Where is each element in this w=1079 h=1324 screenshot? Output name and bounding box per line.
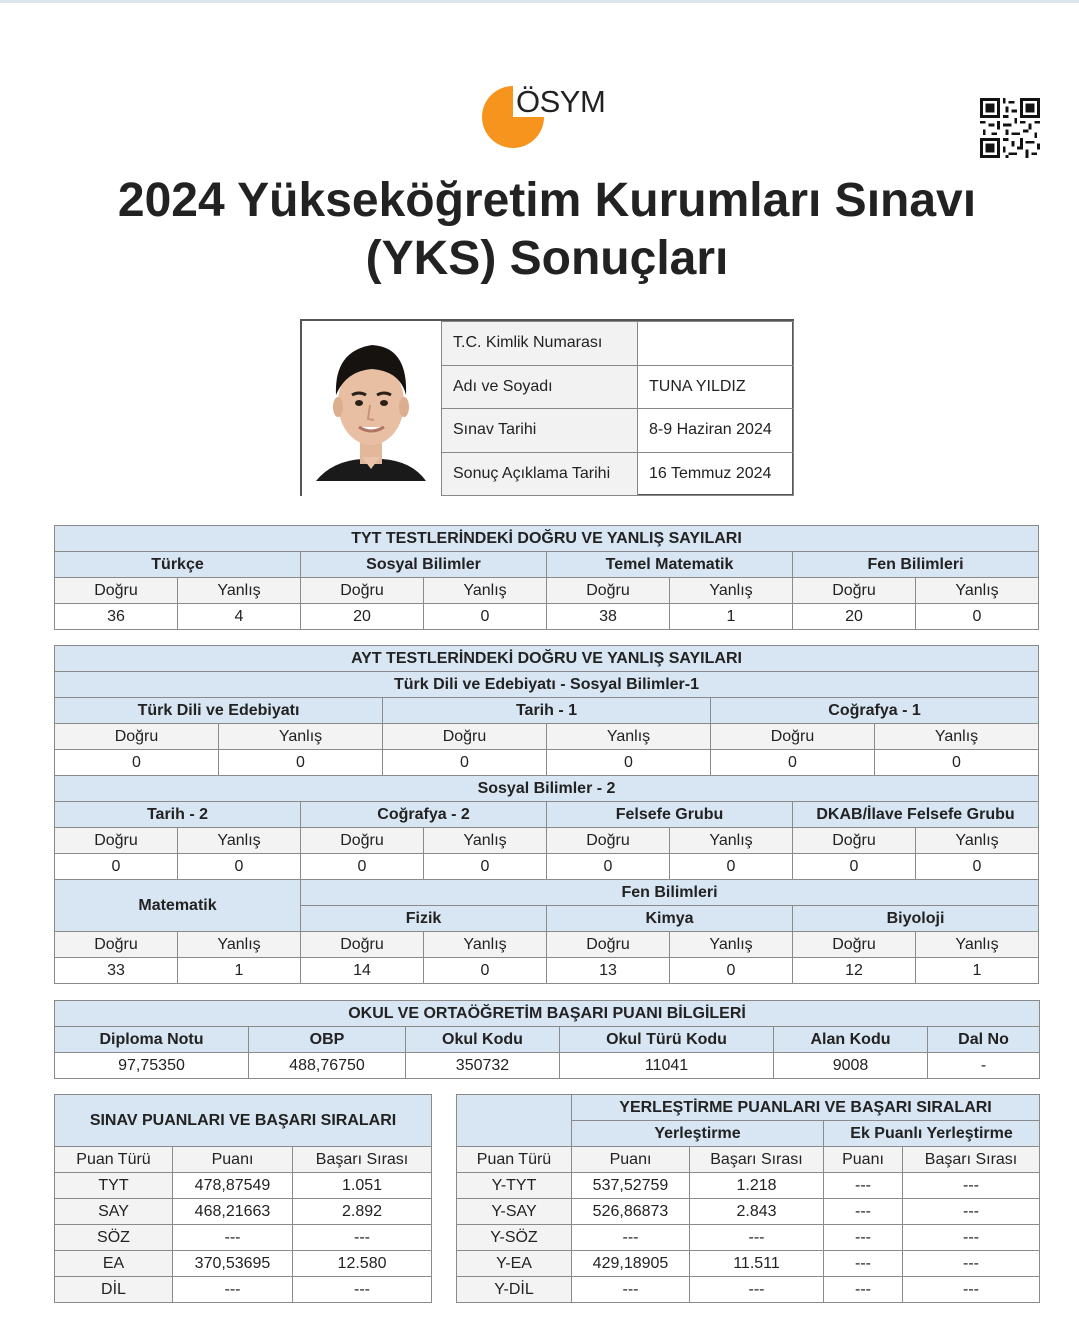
okul-turu-kodu-value: 11041: [560, 1053, 774, 1079]
tyt-subject: Fen Bilimleri: [793, 552, 1039, 578]
yanlis-label: Yanlış: [547, 724, 711, 750]
table-row: ---: [824, 1225, 903, 1251]
sinav-tarihi-label: Sınav Tarihi: [442, 409, 638, 453]
table-row: ---: [903, 1251, 1040, 1277]
tc-kimlik-label: T.C. Kimlik Numarası: [442, 322, 638, 366]
ayt-matematik-header: Matematik: [55, 880, 301, 932]
sonuc-tarihi-label: Sonuç Açıklama Tarihi: [442, 452, 638, 496]
ayt-felsefe-yanlis: 0: [670, 854, 793, 880]
table-row: Y-SAY: [457, 1199, 572, 1225]
dal-no-value: -: [928, 1053, 1040, 1079]
tyt-title: TYT TESTLERİNDEKİ DOĞRU VE YANLIŞ SAYILARI: [55, 526, 1039, 552]
ayt-table: [54, 645, 1039, 984]
sinav-puanlari-table: [54, 1094, 432, 1303]
table-row: SAY: [55, 1199, 173, 1225]
logo-text: ÖSYM: [516, 84, 606, 119]
ayt-matematik-dogru: 33: [55, 958, 178, 984]
ayt-cografya1-yanlis: 0: [875, 750, 1039, 776]
top-divider: [0, 0, 1079, 3]
table-row: ---: [903, 1199, 1040, 1225]
diploma-notu-header: Diploma Notu: [55, 1027, 249, 1053]
ayt-section2-title: Sosyal Bilimler - 2: [55, 776, 1039, 802]
dogru-label: Doğru: [793, 578, 916, 604]
table-row: ---: [572, 1277, 690, 1303]
ayt-subject: DKAB/İlave Felsefe Grubu: [793, 802, 1039, 828]
ayt-subject: Fizik: [301, 906, 547, 932]
okul-kodu-value: 350732: [406, 1053, 560, 1079]
table-row: ---: [690, 1277, 824, 1303]
yerlestirme-corner: [457, 1095, 572, 1147]
tyt-subject: Temel Matematik: [547, 552, 793, 578]
ayt-cografya2-dogru: 0: [301, 854, 424, 880]
tyt-table: [54, 525, 1039, 630]
table-row: 2.843: [690, 1199, 824, 1225]
yanlis-label: Yanlış: [875, 724, 1039, 750]
osym-logo: [482, 84, 622, 150]
ad-soyad-value: TUNA YILDIZ: [638, 365, 794, 409]
puani-header: Puanı: [572, 1147, 690, 1173]
dogru-label: Doğru: [301, 828, 424, 854]
sinav-tarihi-value: 8-9 Haziran 2024: [638, 409, 794, 453]
tyt-sosyal-dogru: 20: [301, 604, 424, 630]
table-row: 1.051: [293, 1173, 432, 1199]
table-row: 1.218: [690, 1173, 824, 1199]
dogru-label: Doğru: [547, 828, 670, 854]
table-row: EA: [55, 1251, 173, 1277]
ayt-subject: Coğrafya - 2: [301, 802, 547, 828]
table-row: 11.511: [690, 1251, 824, 1277]
ayt-edebiyat-yanlis: 0: [219, 750, 383, 776]
table-row: Y-EA: [457, 1251, 572, 1277]
yanlis-label: Yanlış: [178, 578, 301, 604]
ek-puanli-group: Ek Puanlı Yerleştirme: [824, 1121, 1040, 1147]
table-row: ---: [173, 1277, 293, 1303]
ayt-biyoloji-dogru: 12: [793, 958, 916, 984]
sinav-puanlari-title: SINAV PUANLARI VE BAŞARI SIRALARI: [55, 1095, 432, 1147]
dogru-label: Doğru: [55, 828, 178, 854]
table-row: ---: [173, 1225, 293, 1251]
ayt-fen-title: Fen Bilimleri: [301, 880, 1039, 906]
ayt-subject: Tarih - 1: [383, 698, 711, 724]
yanlis-label: Yanlış: [916, 828, 1039, 854]
dogru-label: Doğru: [793, 828, 916, 854]
okul-turu-kodu-header: Okul Türü Kodu: [560, 1027, 774, 1053]
table-row: ---: [824, 1251, 903, 1277]
candidate-photo: [302, 321, 442, 496]
dogru-label: Doğru: [547, 932, 670, 958]
ayt-cografya1-dogru: 0: [711, 750, 875, 776]
yanlis-label: Yanlış: [916, 932, 1039, 958]
dogru-label: Doğru: [711, 724, 875, 750]
ayt-cografya2-yanlis: 0: [424, 854, 547, 880]
yerlestirme-title: YERLEŞTİRME PUANLARI VE BAŞARI SIRALARI: [572, 1095, 1040, 1121]
puan-turu-header: Puan Türü: [457, 1147, 572, 1173]
tyt-matematik-dogru: 38: [547, 604, 670, 630]
dal-no-header: Dal No: [928, 1027, 1040, 1053]
tyt-fen-yanlis: 0: [916, 604, 1039, 630]
table-row: 468,21663: [173, 1199, 293, 1225]
dogru-label: Doğru: [55, 724, 219, 750]
table-row: ---: [903, 1173, 1040, 1199]
tyt-matematik-yanlis: 1: [670, 604, 793, 630]
puan-turu-header: Puan Türü: [55, 1147, 173, 1173]
yanlis-label: Yanlış: [178, 932, 301, 958]
ayt-dkab-dogru: 0: [793, 854, 916, 880]
tyt-subject: Sosyal Bilimler: [301, 552, 547, 578]
table-row: ---: [824, 1173, 903, 1199]
ayt-dkab-yanlis: 0: [916, 854, 1039, 880]
yerlestirme-table: [456, 1094, 1040, 1303]
table-row: 2.892: [293, 1199, 432, 1225]
dogru-label: Doğru: [55, 578, 178, 604]
ek-puani-header: Puanı: [824, 1147, 903, 1173]
diploma-notu-value: 97,75350: [55, 1053, 249, 1079]
basari-sirasi-header: Başarı Sırası: [690, 1147, 824, 1173]
tc-kimlik-value: [638, 322, 794, 366]
obp-value: 488,76750: [249, 1053, 406, 1079]
yanlis-label: Yanlış: [424, 828, 547, 854]
alan-kodu-value: 9008: [774, 1053, 928, 1079]
table-row: Y-TYT: [457, 1173, 572, 1199]
tyt-subject: Türkçe: [55, 552, 301, 578]
table-row: ---: [824, 1199, 903, 1225]
table-row: ---: [903, 1225, 1040, 1251]
yerlestirme-group: Yerleştirme: [572, 1121, 824, 1147]
obp-header: OBP: [249, 1027, 406, 1053]
dogru-label: Doğru: [55, 932, 178, 958]
candidate-info: [300, 319, 794, 496]
ayt-fizik-yanlis: 0: [424, 958, 547, 984]
ayt-kimya-yanlis: 0: [670, 958, 793, 984]
ayt-biyoloji-yanlis: 1: [916, 958, 1039, 984]
yanlis-label: Yanlış: [178, 828, 301, 854]
puani-header: Puanı: [173, 1147, 293, 1173]
yanlis-label: Yanlış: [424, 578, 547, 604]
sonuc-tarihi-value: 16 Temmuz 2024: [638, 452, 794, 496]
ayt-felsefe-dogru: 0: [547, 854, 670, 880]
ayt-tarih2-dogru: 0: [55, 854, 178, 880]
candidate-info-table: [441, 321, 794, 496]
ayt-subject: Tarih - 2: [55, 802, 301, 828]
table-row: Y-DİL: [457, 1277, 572, 1303]
table-row: ---: [690, 1225, 824, 1251]
ayt-edebiyat-dogru: 0: [55, 750, 219, 776]
table-row: 478,87549: [173, 1173, 293, 1199]
ayt-subject: Coğrafya - 1: [711, 698, 1039, 724]
table-row: ---: [903, 1277, 1040, 1303]
okul-title: OKUL VE ORTAÖĞRETİM BAŞARI PUANI BİLGİLERİ: [55, 1001, 1040, 1027]
okul-kodu-header: Okul Kodu: [406, 1027, 560, 1053]
ayt-fizik-dogru: 14: [301, 958, 424, 984]
ayt-tarih2-yanlis: 0: [178, 854, 301, 880]
dogru-label: Doğru: [301, 578, 424, 604]
table-row: 12.580: [293, 1251, 432, 1277]
table-row: 537,52759: [572, 1173, 690, 1199]
title-line-1: 2024 Yükseköğretim Kurumları Sınavı: [117, 174, 977, 227]
table-row: ---: [572, 1225, 690, 1251]
ayt-matematik-yanlis: 1: [178, 958, 301, 984]
table-row: DİL: [55, 1277, 173, 1303]
table-row: Y-SÖZ: [457, 1225, 572, 1251]
ayt-tarih1-dogru: 0: [383, 750, 547, 776]
ayt-section1-title: Türk Dili ve Edebiyatı - Sosyal Bilimler-1: [55, 672, 1039, 698]
ayt-subject: Türk Dili ve Edebiyatı: [55, 698, 383, 724]
table-row: 526,86873: [572, 1199, 690, 1225]
ayt-kimya-dogru: 13: [547, 958, 670, 984]
yanlis-label: Yanlış: [916, 578, 1039, 604]
dogru-label: Doğru: [793, 932, 916, 958]
tyt-turkce-yanlis: 4: [178, 604, 301, 630]
ayt-subject: Biyoloji: [793, 906, 1039, 932]
yanlis-label: Yanlış: [670, 578, 793, 604]
dogru-label: Doğru: [547, 578, 670, 604]
table-row: 429,18905: [572, 1251, 690, 1277]
ad-soyad-label: Adı ve Soyadı: [442, 365, 638, 409]
table-row: SÖZ: [55, 1225, 173, 1251]
yanlis-label: Yanlış: [670, 932, 793, 958]
table-row: 370,53695: [173, 1251, 293, 1277]
ayt-subject: Kimya: [547, 906, 793, 932]
page-title: [0, 172, 1079, 288]
table-row: ---: [293, 1225, 432, 1251]
dogru-label: Doğru: [383, 724, 547, 750]
table-row: ---: [293, 1277, 432, 1303]
tyt-fen-dogru: 20: [793, 604, 916, 630]
table-row: TYT: [55, 1173, 173, 1199]
tyt-sosyal-yanlis: 0: [424, 604, 547, 630]
ayt-subject: Felsefe Grubu: [547, 802, 793, 828]
okul-table: [54, 1000, 1040, 1079]
alan-kodu-header: Alan Kodu: [774, 1027, 928, 1053]
yanlis-label: Yanlış: [219, 724, 383, 750]
ek-basari-sirasi-header: Başarı Sırası: [903, 1147, 1040, 1173]
qr-code-icon: [980, 98, 1040, 158]
dogru-label: Doğru: [301, 932, 424, 958]
basari-sirasi-header: Başarı Sırası: [293, 1147, 432, 1173]
ayt-title: AYT TESTLERİNDEKİ DOĞRU VE YANLIŞ SAYILARI: [55, 646, 1039, 672]
table-row: ---: [824, 1277, 903, 1303]
yanlis-label: Yanlış: [424, 932, 547, 958]
ayt-tarih1-yanlis: 0: [547, 750, 711, 776]
tyt-turkce-dogru: 36: [55, 604, 178, 630]
yanlis-label: Yanlış: [670, 828, 793, 854]
title-line-2: (YKS) Sonuçları: [365, 232, 729, 285]
